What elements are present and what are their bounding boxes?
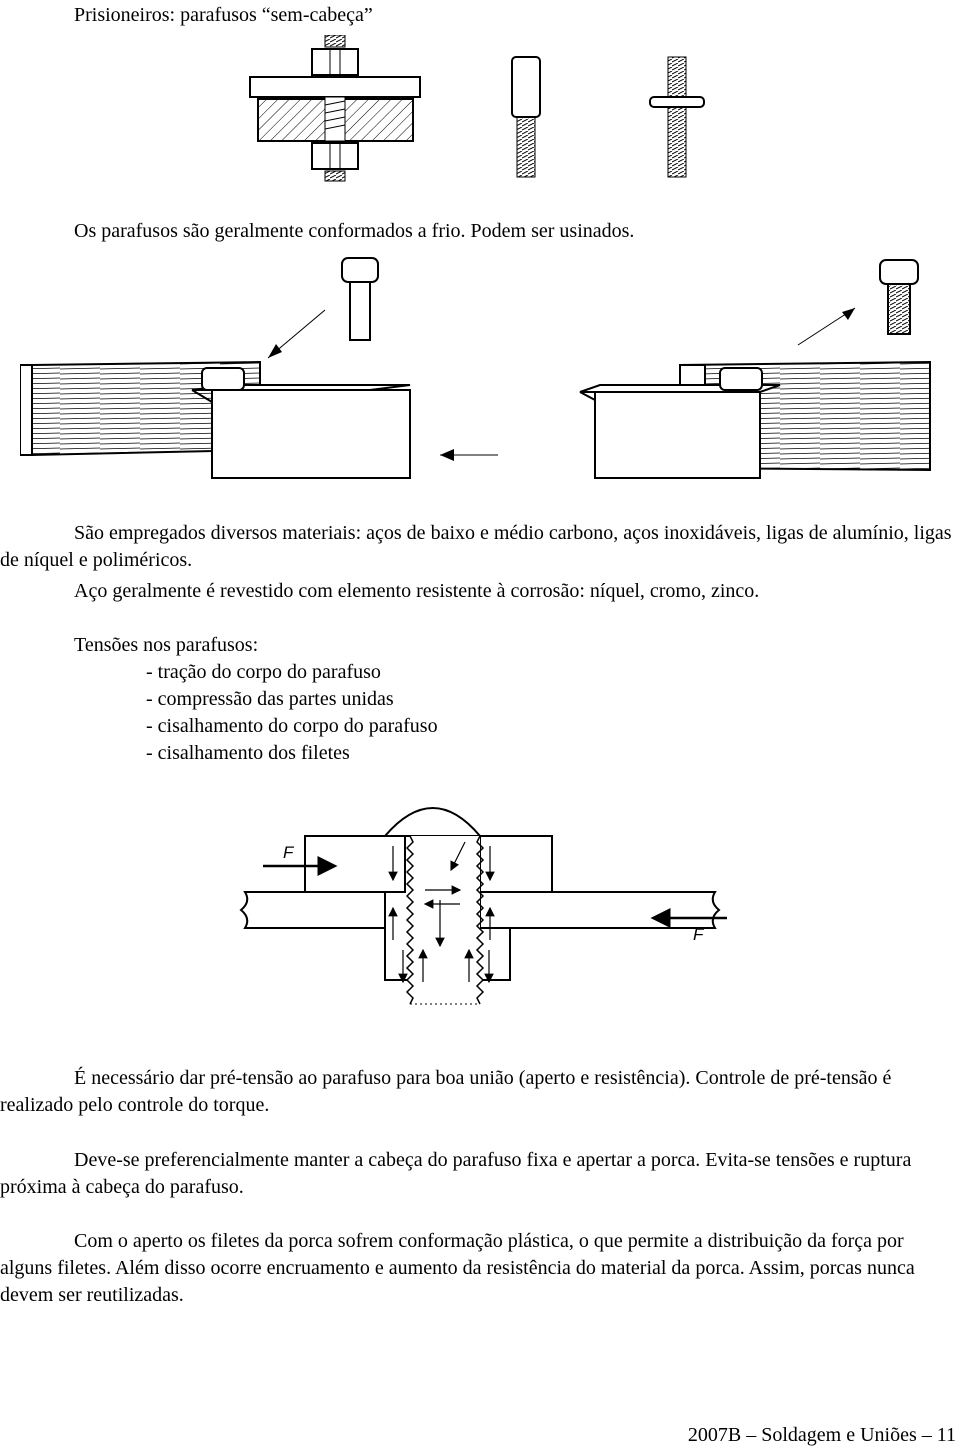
force-label-right: F bbox=[693, 925, 704, 944]
plain-stud bbox=[512, 57, 540, 177]
washer-stud bbox=[650, 57, 704, 177]
paragraph-cold-formed: Os parafusos são geralmente conformados a frio. Podem ser usinados. bbox=[74, 220, 635, 242]
left-block-setup bbox=[20, 258, 498, 478]
stress-item: - tração do corpo do parafuso bbox=[146, 661, 381, 683]
paragraph-head-fixed: Deve-se preferencialmente manter a cabeça do parafuso fixa e apertar a porca. Evita-se tensões e ruptura próxima à cabeça do parafuso. bbox=[0, 1149, 912, 1198]
paragraph-threads: Com o aperto os filetes da porca sofrem conformação plástica, o que permite a distribuição da força por alguns filetes. Além disso ocorre encruamento e aumento da resistência do material da porca. Assim, porcas nunca devem ser reutilizadas. bbox=[0, 1230, 915, 1306]
section-heading: Prisioneiros: parafusos “sem-cabeça” bbox=[74, 4, 373, 26]
stud-assembly bbox=[250, 35, 420, 181]
paragraph-pretension: É necessário dar pré-tensão ao parafuso para boa união (aperto e resistência). Controle de pré-tensão é realizado pelo controle do torque. bbox=[0, 1067, 892, 1116]
mounting-blocks-figure bbox=[20, 250, 950, 500]
page-footer: 2007B – Soldagem e Uniões – 11 bbox=[687, 1424, 956, 1446]
paragraph-coating: Aço geralmente é revestido com elemento resistente à corrosão: níquel, cromo, zinco. bbox=[74, 580, 760, 602]
force-label-left: F bbox=[283, 843, 294, 862]
bolt-force-diagram bbox=[235, 800, 755, 1025]
stress-item: - cisalhamento do corpo do parafuso bbox=[146, 715, 438, 737]
paragraph-materials: São empregados diversos materiais: aços de baixo e médio carbono, aços inoxidáveis, ligas de alumínio, ligas de níquel e poliméricos. bbox=[0, 522, 952, 571]
stress-title: Tensões nos parafusos: bbox=[74, 634, 259, 656]
stress-item: - compressão das partes unidas bbox=[146, 688, 394, 710]
stress-item: - cisalhamento dos filetes bbox=[146, 742, 350, 764]
stud-bolt-figure bbox=[240, 35, 720, 185]
right-block-setup bbox=[580, 260, 930, 478]
